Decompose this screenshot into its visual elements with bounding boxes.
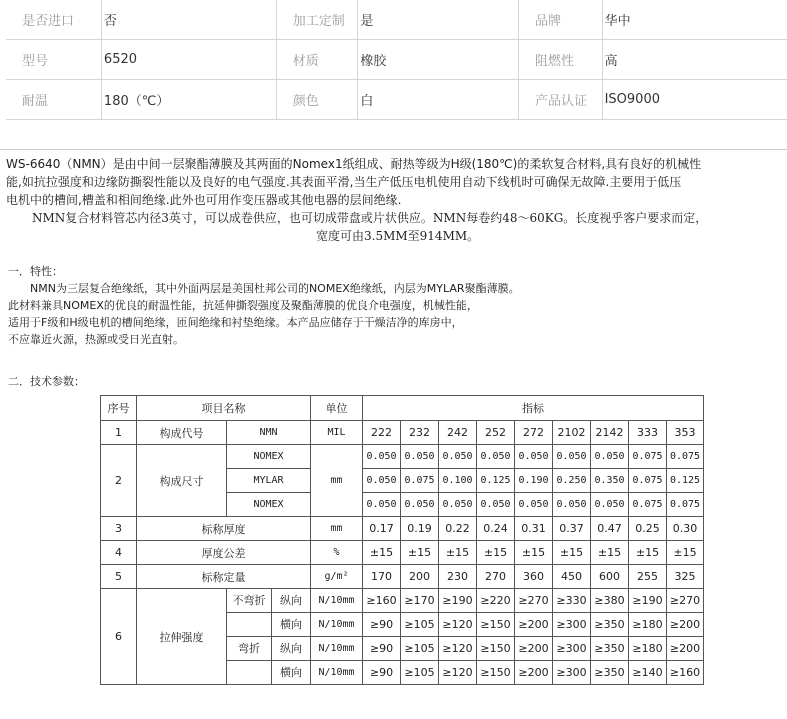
value-cell: 0.125: [477, 469, 515, 493]
row-sub: NMN: [227, 421, 311, 445]
value-cell: 0.24: [477, 517, 515, 541]
layer-name: NOMEX: [227, 493, 311, 517]
row-unit: mm: [311, 517, 363, 541]
value-cell: ≥90: [363, 661, 401, 685]
value-cell: 0.050: [553, 493, 591, 517]
value-cell: 0.31: [515, 517, 553, 541]
value-cell: ±15: [477, 541, 515, 565]
value-cell: 0.050: [553, 445, 591, 469]
value-cell: 360: [515, 565, 553, 589]
value-cell: 0.050: [591, 493, 629, 517]
value-cell: ≥270: [515, 589, 553, 613]
value-cell: ≥200: [667, 613, 704, 637]
row-no: 1: [101, 421, 137, 445]
value-cell: ≥180: [629, 637, 667, 661]
value-cell: 0.075: [667, 493, 704, 517]
sub-cell: [227, 637, 311, 661]
value-cell: ≥120: [439, 613, 477, 637]
attribute-row: [6, 40, 787, 80]
divider: [0, 149, 787, 150]
attr-value: 是: [358, 0, 519, 40]
row-unit: N/10mm: [311, 637, 363, 661]
value-cell: ≥200: [515, 661, 553, 685]
value-cell: 0.050: [515, 493, 553, 517]
value-cell: ≥105: [401, 661, 439, 685]
attribute-row: [6, 80, 787, 120]
attr-label: 颜色: [276, 80, 358, 120]
sub-cell: [227, 589, 311, 613]
value-cell: ≥160: [667, 661, 704, 685]
value-cell: ≥160: [363, 589, 401, 613]
table-row: [101, 541, 704, 565]
tech-heading: 二．技术参数：: [8, 375, 85, 388]
value-cell: ≥200: [515, 613, 553, 637]
value-cell: 0.050: [591, 445, 629, 469]
value-cell: ≥300: [553, 661, 591, 685]
value-cell: 0.050: [477, 445, 515, 469]
value-cell: ≥120: [439, 661, 477, 685]
value-cell: 0.37: [553, 517, 591, 541]
feature-line: NMN为三层复合绝缘纸，其中外面两层是美国杜邦公司的NOMEX绝缘纸，内层为MYLAR聚酯薄膜。: [30, 282, 520, 295]
header-item: 项目名称: [137, 396, 311, 421]
value-cell: 0.050: [363, 469, 401, 493]
grade-cell: 353: [667, 421, 704, 445]
direction-label: 纵向: [271, 637, 310, 660]
row-no: 3: [101, 517, 137, 541]
value-cell: ≥170: [401, 589, 439, 613]
attr-label: 品牌: [519, 0, 603, 40]
attr-label: 加工定制: [276, 0, 358, 40]
attr-label: 耐温: [6, 80, 101, 120]
value-cell: 600: [591, 565, 629, 589]
row-no: 4: [101, 541, 137, 565]
value-cell: ≥105: [401, 637, 439, 661]
feature-line: 适用于F级和H级电机的槽间绝缘，匝间绝缘和衬垫绝缘。本产品应储存于干燥洁净的库房中，: [8, 316, 463, 329]
row-unit: %: [311, 541, 363, 565]
value-cell: 0.075: [629, 469, 667, 493]
row-no: 6: [101, 589, 137, 685]
header-unit: 单位: [311, 396, 363, 421]
attr-value: 180（℃）: [101, 80, 276, 120]
description-line: 电机中的槽间,槽盖和相间绝缘.此外也可用作变压器或其他电器的层间绝缘.: [6, 193, 402, 207]
row-unit: N/10mm: [311, 589, 363, 613]
value-cell: ±15: [515, 541, 553, 565]
table-row: [101, 421, 704, 445]
product-description: [6, 155, 787, 245]
grade-cell: 222: [363, 421, 401, 445]
value-cell: ≥200: [515, 637, 553, 661]
layer-name: MYLAR: [227, 469, 311, 493]
grade-cell: 2102: [553, 421, 591, 445]
value-cell: 0.050: [363, 493, 401, 517]
value-cell: ≥150: [477, 613, 515, 637]
value-cell: ≥150: [477, 661, 515, 685]
value-cell: ≥190: [629, 589, 667, 613]
value-cell: 0.050: [439, 493, 477, 517]
table-row: [101, 589, 704, 613]
product-attributes-table: [6, 0, 787, 120]
value-cell: ≥140: [629, 661, 667, 685]
value-cell: 0.190: [515, 469, 553, 493]
value-cell: 0.050: [401, 445, 439, 469]
value-cell: 270: [477, 565, 515, 589]
table-row: [101, 565, 704, 589]
value-cell: ≥270: [667, 589, 704, 613]
value-cell: ±15: [363, 541, 401, 565]
value-cell: ≥300: [553, 637, 591, 661]
attr-label: 型号: [6, 40, 101, 80]
value-cell: ≥180: [629, 613, 667, 637]
table-row: [101, 445, 704, 469]
value-cell: 0.30: [667, 517, 704, 541]
value-cell: ≥350: [591, 613, 629, 637]
row-unit: MIL: [311, 421, 363, 445]
value-cell: 0.100: [439, 469, 477, 493]
description-line: NMN复合材料管芯内径3英寸，可以成卷供应，也可切成带盘或片状供应。NMN每卷约48～60KG。长度视乎客户要求而定，: [32, 211, 708, 225]
description-line: 能,如抗拉强度和边缘防撕裂性能以及良好的电气强度.其表面平滑,当生产低压电机使用自动下线机时可确保无故障.主要用于低压: [6, 175, 682, 189]
grade-cell: 242: [439, 421, 477, 445]
grade-cell: 252: [477, 421, 515, 445]
row-unit: g/m²: [311, 565, 363, 589]
value-cell: 0.25: [629, 517, 667, 541]
value-cell: 0.22: [439, 517, 477, 541]
attribute-row: [6, 0, 787, 40]
row-no: 5: [101, 565, 137, 589]
value-cell: 0.250: [553, 469, 591, 493]
row-name: 标称定量: [137, 565, 311, 589]
value-cell: ±15: [439, 541, 477, 565]
value-cell: ≥350: [591, 637, 629, 661]
value-cell: 325: [667, 565, 704, 589]
attr-label: 材质: [276, 40, 358, 80]
value-cell: 0.050: [401, 493, 439, 517]
value-cell: 0.050: [477, 493, 515, 517]
attr-label: 阻燃性: [519, 40, 603, 80]
attr-value: ISO9000: [602, 80, 787, 120]
row-unit: mm: [311, 445, 363, 517]
condition-label: 不弯折: [232, 594, 266, 607]
attr-value: 白: [358, 80, 519, 120]
value-cell: 0.17: [363, 517, 401, 541]
value-cell: 0.350: [591, 469, 629, 493]
value-cell: 0.075: [401, 469, 439, 493]
condition-label: 弯折: [238, 642, 260, 655]
grade-cell: 272: [515, 421, 553, 445]
row-name: 拉伸强度: [137, 589, 227, 685]
direction-label: 横向: [271, 613, 310, 636]
value-cell: ≥220: [477, 589, 515, 613]
value-cell: ≥190: [439, 589, 477, 613]
header-index: 指标: [363, 396, 704, 421]
row-no: 2: [101, 445, 137, 517]
value-cell: 0.47: [591, 517, 629, 541]
value-cell: 230: [439, 565, 477, 589]
value-cell: 0.075: [629, 493, 667, 517]
feature-line: 此材料兼具NOMEX的优良的耐温性能，抗延伸撕裂强度及聚酯薄膜的优良介电强度，机械性能，: [8, 299, 478, 312]
value-cell: ≥200: [667, 637, 704, 661]
value-cell: ±15: [629, 541, 667, 565]
value-cell: 0.19: [401, 517, 439, 541]
value-cell: ≥150: [477, 637, 515, 661]
sub-cell: [227, 661, 311, 685]
value-cell: 0.050: [439, 445, 477, 469]
value-cell: 0.050: [515, 445, 553, 469]
value-cell: ±15: [401, 541, 439, 565]
value-cell: ≥380: [591, 589, 629, 613]
value-cell: ±15: [667, 541, 704, 565]
attr-value: 华中: [602, 0, 787, 40]
tech-spec-table: [100, 395, 704, 685]
features-section: [8, 263, 520, 348]
value-cell: 170: [363, 565, 401, 589]
value-cell: ≥120: [439, 637, 477, 661]
attr-label: 是否进口: [6, 0, 101, 40]
sub-cell: [227, 613, 311, 637]
row-unit: N/10mm: [311, 613, 363, 637]
value-cell: ≥330: [553, 589, 591, 613]
value-cell: ≥90: [363, 637, 401, 661]
value-cell: ≥350: [591, 661, 629, 685]
row-unit: N/10mm: [311, 661, 363, 685]
value-cell: 255: [629, 565, 667, 589]
value-cell: 450: [553, 565, 591, 589]
attr-value: 6520: [101, 40, 276, 80]
direction-label: 横向: [271, 661, 310, 684]
attr-value: 高: [602, 40, 787, 80]
value-cell: 0.125: [667, 469, 704, 493]
grade-cell: 232: [401, 421, 439, 445]
value-cell: 0.050: [363, 445, 401, 469]
layer-name: NOMEX: [227, 445, 311, 469]
value-cell: ±15: [553, 541, 591, 565]
row-name: 构成代号: [137, 421, 227, 445]
value-cell: 200: [401, 565, 439, 589]
row-name: 厚度公差: [137, 541, 311, 565]
row-name: 构成尺寸: [137, 445, 227, 517]
value-cell: 0.075: [629, 445, 667, 469]
value-cell: ≥105: [401, 613, 439, 637]
value-cell: ≥90: [363, 613, 401, 637]
features-heading: 一．特性：: [8, 265, 63, 278]
description-line: 宽度可由3.5MM至914MM。: [316, 229, 480, 243]
direction-label: 纵向: [271, 589, 310, 612]
attr-value: 否: [101, 0, 276, 40]
description-line: WS-6640（NMN）是由中间一层聚酯薄膜及其两面的Nomex1纸组成、耐热等级为H级(180℃)的柔软复合材料,具有良好的机械性: [6, 157, 702, 171]
grade-cell: 333: [629, 421, 667, 445]
row-name: 标称厚度: [137, 517, 311, 541]
attr-label: 产品认证: [519, 80, 603, 120]
header-no: 序号: [101, 396, 137, 421]
table-header-row: [101, 396, 704, 421]
value-cell: ≥300: [553, 613, 591, 637]
table-row: [101, 517, 704, 541]
value-cell: ±15: [591, 541, 629, 565]
value-cell: 0.075: [667, 445, 704, 469]
attr-value: 橡胶: [358, 40, 519, 80]
grade-cell: 2142: [591, 421, 629, 445]
feature-line: 不应靠近火源，热源或受日光直射。: [8, 333, 184, 346]
